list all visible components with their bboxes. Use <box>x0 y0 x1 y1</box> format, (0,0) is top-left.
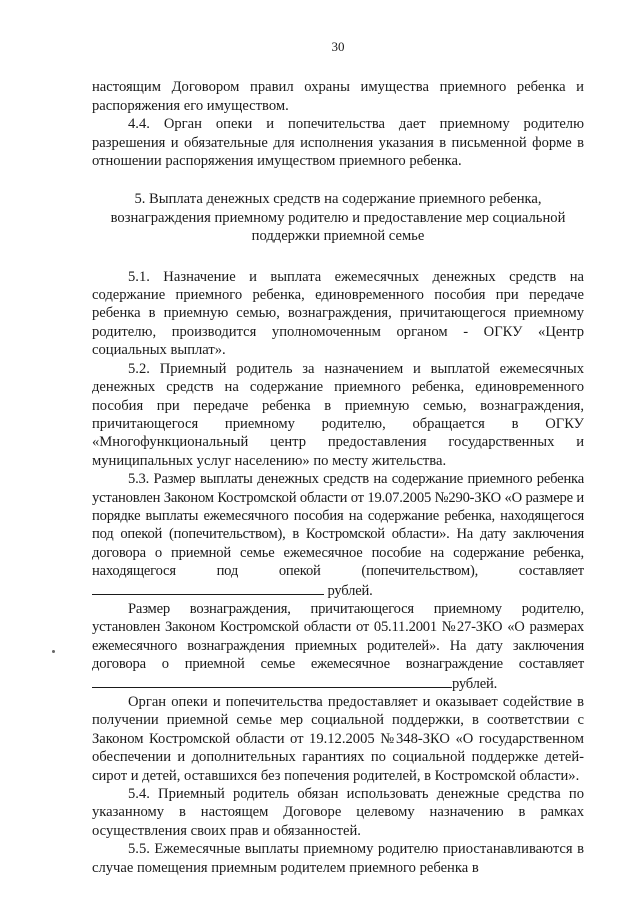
margin-dot <box>52 650 55 653</box>
section-5-heading: 5. Выплата денежных средств на содержание приемного ребенка, вознаграждения приемному родителю и предоставление мер социальной поддержки приемной семье <box>110 191 566 245</box>
paragraph-4-4: 4.4. Орган опеки и попечительства дает приемному родителю разрешения и обязательные для исполнения указания в письменной форме в отношении распоряжения имуществом приемного ребенка. <box>92 116 584 170</box>
paragraph-reward-text: Размер вознаграждения, причитающегося приемному родителю, установлен Законом Костромской области от 05.11.2001 №27-ЗКО «О размерах ежемесячного вознаграждения приемных родителей». На дату заключения договора о приемной семье ежемесячное вознаграждение составляет <box>92 600 584 673</box>
paragraph-5-1: 5.1. Назначение и выплата ежемесячных денежных средств на содержание приемного ребенка, единовременного пособия при передаче ребенка в приемную семью, вознаграждения, причитающегося приемному родителю, производится уполномоченным органом - ОГКУ «Центр социальных выплат». <box>92 268 584 359</box>
paragraph-5-5: 5.5. Ежемесячные выплаты приемному родителю приостанавливаются в случае помещения приемным родителем приемного ребенка в <box>92 841 584 876</box>
paragraph-reward <box>92 600 584 693</box>
allowance-amount-blank <box>92 581 324 595</box>
paragraph-5-4: 5.4. Приемный родитель обязан использовать денежные средства по указанному в настоящем Договоре целевому назначению в рамках осуществления своих прав и обязанностей. <box>92 786 584 839</box>
paragraph-reward-suffix: рублей. <box>452 675 498 692</box>
paragraph-5-3 <box>92 470 584 600</box>
paragraph-5-3-text: 5.3. Размер выплаты денежных средств на содержание приемного ребенка установлен Законом Костромской области от 19.07.2005 №290-ЗКО «О размере и порядке выплаты ежемесячного пособия на содержание ребенка, находящегося под опекой (попечительством), в Костромской области». На дату заключения договора о приемной семье ежемесячное пособие на содержание ребенка, находящегося под опекой (попечительством), составляет <box>92 471 584 580</box>
paragraph-property-rules: настоящим Договором правил охраны имущества приемного ребенка и распоряжения его имуществом. <box>92 79 584 114</box>
page-number: 30 <box>331 39 345 54</box>
paragraph-5-2: 5.2. Приемный родитель за назначением и выплатой ежемесячных денежных средств на содержание приемного ребенка, единовременного пособия при передаче ребенка в приемную семью, вознаграждения, причитающегося приемному родителю, обращается в ОГКУ «Многофункциональный центр предоставления государственных и муниципальных услуг населению» по месту жительства. <box>92 360 584 469</box>
paragraph-5-3-suffix: рублей. <box>324 582 373 599</box>
paragraph-social-support: Орган опеки и попечительства предоставляет и оказывает содействие в получении приемной семье мер социальной поддержки, в соответствии с Законом Костромской области от 19.12.2005 №348-ЗКО «О государственном обеспечении и дополнительных гарантиях по социальной поддержке детей-сирот и детей, оставшихся без попечения родителей, в Костромской области». <box>92 694 584 784</box>
reward-amount-blank <box>92 674 452 688</box>
